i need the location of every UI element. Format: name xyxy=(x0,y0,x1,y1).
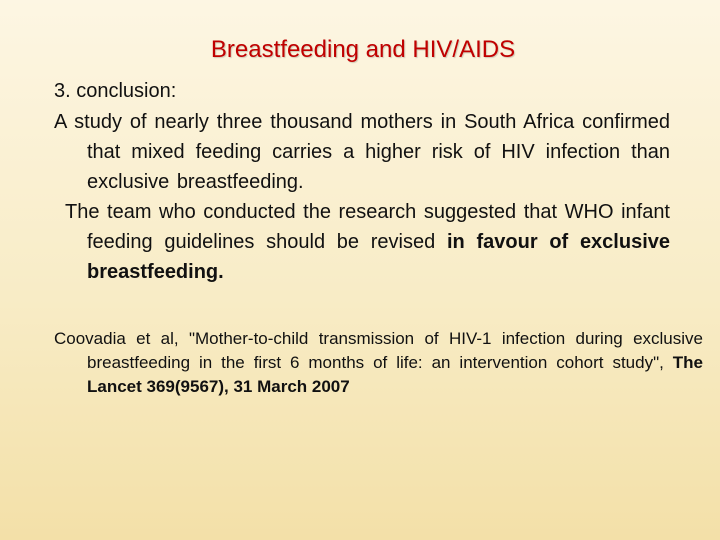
recommendation-text: The team who conducted the research suggested that WHO infant feeding guidelines should be revised xyxy=(65,201,670,253)
citation xyxy=(54,327,703,399)
slide-body xyxy=(54,76,670,287)
section-heading: 3. conclusion: xyxy=(54,80,177,102)
paragraph-recommendation xyxy=(54,197,670,287)
citation-text: Coovadia et al, "Mother-to-child transmission of HIV-1 infection during exclusive breastfeeding in the first 6 months of life: an intervention cohort study", xyxy=(54,329,703,372)
slide-title: Breastfeeding and HIV/AIDS xyxy=(210,36,516,63)
paragraph-study: A study of nearly three thousand mothers in South Africa confirmed that mixed feeding carries a higher risk of HIV infection than exclusive breastfeeding. xyxy=(54,111,670,193)
recommendation-emphasis: in favour of exclusive breastfeeding. xyxy=(87,231,671,283)
citation-source: The Lancet 369(9567), 31 March 2007 xyxy=(87,353,703,396)
